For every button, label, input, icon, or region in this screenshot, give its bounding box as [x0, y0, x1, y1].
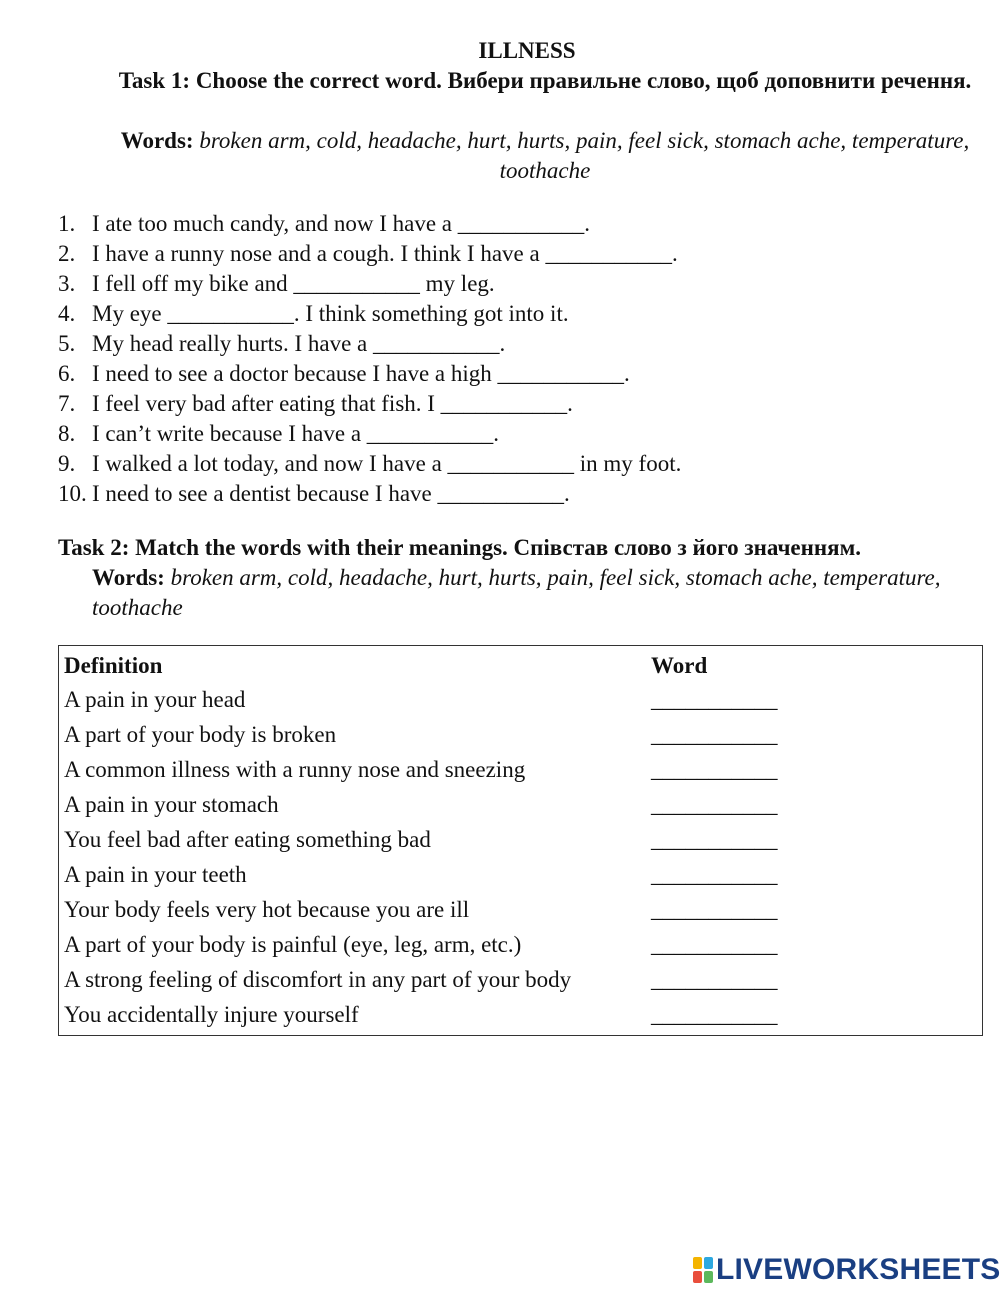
- definition-column-header: Definition: [64, 653, 163, 678]
- sentence-text: My head really hurts. I have a ___________.: [92, 331, 506, 356]
- sentence-item: [58, 359, 978, 389]
- table-row: [59, 997, 982, 1032]
- sentence-item: [58, 449, 978, 479]
- task2-heading: Task 2: Match the words with their meanings. Співстав слово з його значенням.: [58, 535, 862, 560]
- sentence-text: My eye ___________. I think something got into it.: [92, 301, 569, 326]
- table-row: [59, 682, 982, 717]
- answer-blank: ___________: [651, 967, 778, 992]
- task1-sentence-list: [58, 209, 978, 509]
- definition-cell: A part of your body is painful (eye, leg, arm, etc.): [64, 932, 522, 957]
- table-row: [59, 717, 982, 752]
- definition-cell: You feel bad after eating something bad: [64, 827, 431, 852]
- sentence-number: 5.: [58, 331, 76, 356]
- table-row: [59, 822, 982, 857]
- task1-heading: Task 1: Choose the correct word. Вибери правильне слово, щоб доповнити речення.: [118, 68, 972, 93]
- sentence-number: 2.: [58, 241, 76, 266]
- definition-cell: A strong feeling of discomfort in any part of your body: [64, 967, 572, 992]
- table-header-row: [59, 646, 982, 682]
- sentence-item: [58, 329, 978, 359]
- liveworksheets-logo-icon: [693, 1257, 713, 1283]
- task1-words-list: broken arm, cold, headache, hurt, hurts, pain, feel sick, stomach ache, temperature, toothache: [199, 128, 970, 183]
- sentence-number: 9.: [58, 451, 76, 476]
- sentence-number: 6.: [58, 361, 76, 386]
- sentence-text: I need to see a dentist because I have ___________.: [92, 481, 570, 506]
- sentence-number: 8.: [58, 421, 76, 446]
- sentence-item: [58, 239, 978, 269]
- answer-blank: ___________: [651, 1002, 778, 1027]
- liveworksheets-logo: [693, 1255, 1000, 1285]
- definition-cell: You accidentally injure yourself: [64, 1002, 359, 1027]
- answer-blank: ___________: [651, 757, 778, 782]
- definition-cell: A part of your body is broken: [64, 722, 337, 747]
- sentence-item: [58, 419, 978, 449]
- definition-cell: A pain in your stomach: [64, 792, 279, 817]
- definition-cell: A pain in your teeth: [64, 862, 247, 887]
- table-row: [59, 892, 982, 927]
- table-row: [59, 787, 982, 822]
- table-row: [59, 752, 982, 787]
- task2-word-bank: [92, 563, 952, 623]
- word-column-header: Word: [651, 653, 708, 678]
- answer-blank: ___________: [651, 862, 778, 887]
- definition-cell: Your body feels very hot because you are ill: [64, 897, 470, 922]
- sentence-text: I walked a lot today, and now I have a ___________ in my foot.: [92, 451, 682, 476]
- sentence-item: [58, 479, 978, 509]
- task1-words-label: Words:: [120, 128, 194, 153]
- sentence-text: I fell off my bike and ___________ my leg.: [92, 271, 495, 296]
- logo-text: LIVEWORKSHEETS: [716, 1253, 1000, 1286]
- page-title: ILLNESS: [478, 38, 576, 63]
- sentence-text: I feel very bad after eating that fish. I ___________.: [92, 391, 573, 416]
- answer-blank: ___________: [651, 932, 778, 957]
- answer-blank: ___________: [651, 827, 778, 852]
- answer-blank: ___________: [651, 687, 778, 712]
- sentence-item: [58, 299, 978, 329]
- task2-words-label: Words:: [92, 565, 165, 590]
- answer-blank: ___________: [651, 792, 778, 817]
- sentence-number: 4.: [58, 301, 76, 326]
- sentence-number: 3.: [58, 271, 76, 296]
- definition-cell: A common illness with a runny nose and sneezing: [64, 757, 526, 782]
- task2-words-list: broken arm, cold, headache, hurt, hurts, pain, feel sick, stomach ache, temperature, toothache: [92, 565, 941, 620]
- sentence-number: 7.: [58, 391, 76, 416]
- table-row: [59, 927, 982, 962]
- sentence-text: I need to see a doctor because I have a high ___________.: [92, 361, 630, 386]
- sentence-item: [58, 209, 978, 239]
- sentence-number: 1.: [58, 211, 76, 236]
- table-row: [59, 857, 982, 892]
- answer-blank: ___________: [651, 722, 778, 747]
- answer-blank: ___________: [651, 897, 778, 922]
- matching-table: [58, 645, 983, 1036]
- task1-word-bank: [100, 126, 990, 186]
- sentence-item: [58, 389, 978, 419]
- sentence-text: I can’t write because I have a ___________.: [92, 421, 500, 446]
- sentence-text: I have a runny nose and a cough. I think I have a ___________.: [92, 241, 678, 266]
- table-row: [59, 962, 982, 997]
- definition-cell: A pain in your head: [64, 687, 246, 712]
- sentence-number: 10.: [58, 481, 87, 506]
- sentence-item: [58, 269, 978, 299]
- sentence-text: I ate too much candy, and now I have a ___________.: [92, 211, 590, 236]
